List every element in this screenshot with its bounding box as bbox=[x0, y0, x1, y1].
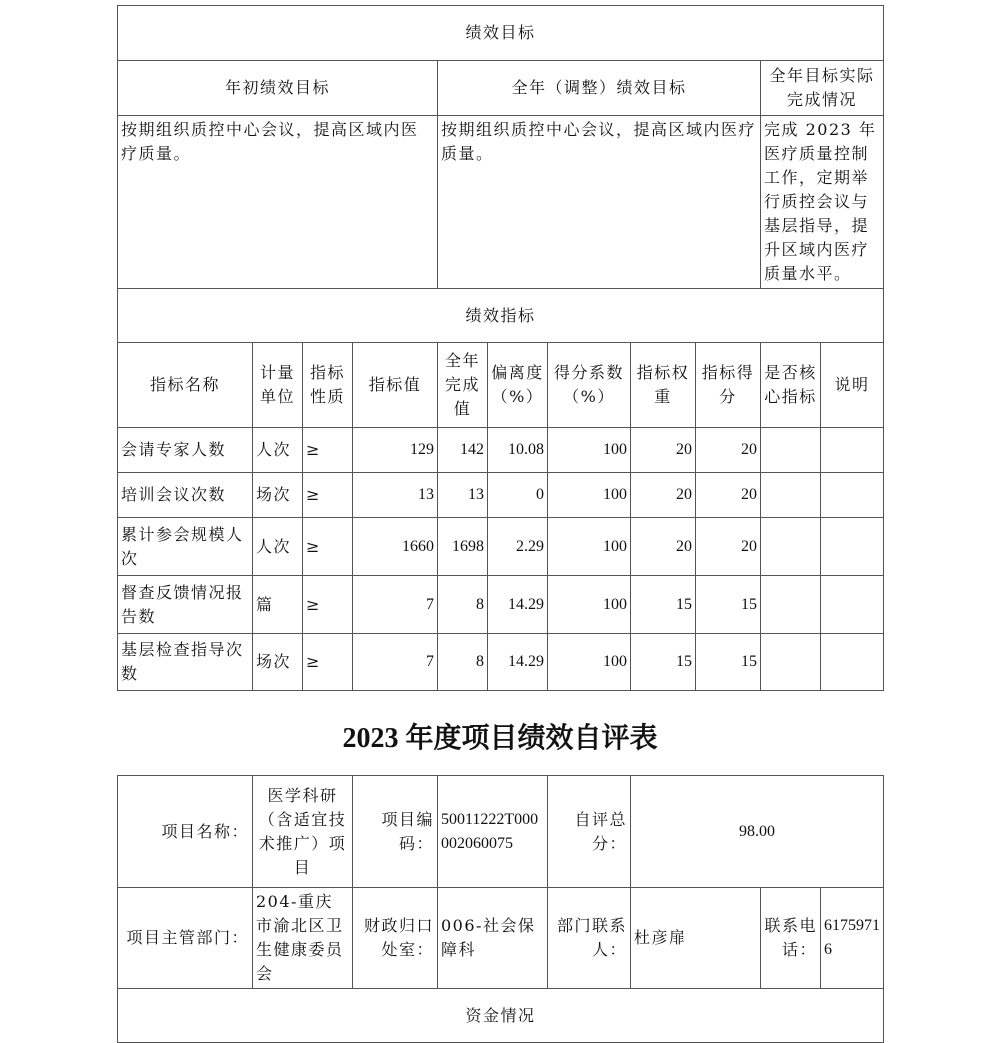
indicator-nature: ≥ bbox=[303, 473, 353, 518]
indicator-weight: 20 bbox=[631, 518, 696, 576]
indicator-unit: 场次 bbox=[253, 634, 303, 691]
indicator-score: 20 bbox=[696, 518, 761, 576]
performance-table bbox=[117, 5, 884, 691]
indicator-coef: 100 bbox=[548, 428, 631, 473]
indicator-name: 累计参会规模人次 bbox=[118, 518, 253, 576]
indicator-actual: 8 bbox=[438, 576, 488, 634]
contact-label: 部门联系人： bbox=[548, 888, 631, 989]
indicator-core bbox=[761, 428, 821, 473]
indicator-unit: 场次 bbox=[253, 473, 303, 518]
document-title: 2023 年度项目绩效自评表 bbox=[342, 723, 658, 754]
col-target: 指标值 bbox=[353, 343, 438, 428]
indicator-name: 培训会议次数 bbox=[118, 473, 253, 518]
indicator-unit: 篇 bbox=[253, 576, 303, 634]
indicator-target: 7 bbox=[353, 576, 438, 634]
phone-value: 61759716 bbox=[821, 888, 884, 989]
indicator-note bbox=[821, 518, 884, 576]
indicator-deviation: 2.29 bbox=[488, 518, 548, 576]
finance-value: 006-社会保障科 bbox=[438, 888, 548, 989]
finance-label: 财政归口处室： bbox=[353, 888, 438, 989]
col-adjusted-goal: 全年（调整）绩效目标 bbox=[438, 61, 761, 116]
table-row bbox=[118, 576, 884, 634]
project-name-label: 项目名称： bbox=[118, 776, 253, 888]
col-score: 指标得分 bbox=[696, 343, 761, 428]
indicator-core bbox=[761, 634, 821, 691]
table-row bbox=[118, 473, 884, 518]
self-score-value: 98.00 bbox=[631, 776, 884, 888]
indicator-weight: 20 bbox=[631, 428, 696, 473]
perf-goal-header: 绩效目标 bbox=[118, 6, 884, 61]
indicator-actual: 142 bbox=[438, 428, 488, 473]
funds-header: 资金情况 bbox=[118, 989, 884, 1043]
initial-goal-text: 按期组织质控中心会议，提高区域内医疗质量。 bbox=[118, 116, 438, 289]
dept-label: 项目主管部门： bbox=[118, 888, 253, 989]
contact-value: 杜彦扉 bbox=[631, 888, 761, 989]
actual-completion-text: 完成 2023 年医疗质量控制工作，定期举行质控会议与基层指导，提升区域内医疗质量水平。 bbox=[761, 116, 884, 289]
indicator-weight: 15 bbox=[631, 576, 696, 634]
phone-label: 联系电话： bbox=[761, 888, 821, 989]
project-code-value: 50011222T000002060075 bbox=[438, 776, 548, 888]
col-note: 说明 bbox=[821, 343, 884, 428]
indicator-unit: 人次 bbox=[253, 428, 303, 473]
indicator-nature: ≥ bbox=[303, 576, 353, 634]
table-row bbox=[118, 634, 884, 691]
indicator-note bbox=[821, 576, 884, 634]
adjusted-goal-text: 按期组织质控中心会议，提高区域内医疗质量。 bbox=[438, 116, 761, 289]
indicator-coef: 100 bbox=[548, 634, 631, 691]
indicator-deviation: 14.29 bbox=[488, 576, 548, 634]
table-row bbox=[118, 518, 884, 576]
indicator-coef: 100 bbox=[548, 576, 631, 634]
indicator-unit: 人次 bbox=[253, 518, 303, 576]
self-score-label: 自评总分： bbox=[548, 776, 631, 888]
indicator-core bbox=[761, 473, 821, 518]
indicator-score: 20 bbox=[696, 428, 761, 473]
indicator-deviation: 14.29 bbox=[488, 634, 548, 691]
indicator-target: 1660 bbox=[353, 518, 438, 576]
col-initial-goal: 年初绩效目标 bbox=[118, 61, 438, 116]
indicator-nature: ≥ bbox=[303, 428, 353, 473]
col-indicator-name: 指标名称 bbox=[118, 343, 253, 428]
col-actual-completion: 全年目标实际完成情况 bbox=[761, 61, 884, 116]
col-unit: 计量单位 bbox=[253, 343, 303, 428]
indicator-score: 15 bbox=[696, 576, 761, 634]
indicator-name: 会请专家人数 bbox=[118, 428, 253, 473]
indicator-nature: ≥ bbox=[303, 518, 353, 576]
indicator-deviation: 10.08 bbox=[488, 428, 548, 473]
indicator-note bbox=[821, 428, 884, 473]
indicators-header: 绩效指标 bbox=[118, 289, 884, 343]
indicator-name: 基层检查指导次数 bbox=[118, 634, 253, 691]
dept-value: 204-重庆市渝北区卫生健康委员会 bbox=[253, 888, 353, 989]
indicator-actual: 8 bbox=[438, 634, 488, 691]
indicator-weight: 15 bbox=[631, 634, 696, 691]
indicator-score: 20 bbox=[696, 473, 761, 518]
indicator-core bbox=[761, 518, 821, 576]
project-code-label: 项目编码： bbox=[353, 776, 438, 888]
indicator-actual: 1698 bbox=[438, 518, 488, 576]
col-core: 是否核心指标 bbox=[761, 343, 821, 428]
col-weight: 指标权重 bbox=[631, 343, 696, 428]
indicator-coef: 100 bbox=[548, 473, 631, 518]
col-actual-value: 全年完成值 bbox=[438, 343, 488, 428]
indicator-target: 129 bbox=[353, 428, 438, 473]
indicator-coef: 100 bbox=[548, 518, 631, 576]
indicator-target: 7 bbox=[353, 634, 438, 691]
indicator-target: 13 bbox=[353, 473, 438, 518]
indicator-core bbox=[761, 576, 821, 634]
indicator-note bbox=[821, 634, 884, 691]
indicator-deviation: 0 bbox=[488, 473, 548, 518]
indicator-weight: 20 bbox=[631, 473, 696, 518]
indicator-actual: 13 bbox=[438, 473, 488, 518]
project-name-value: 医学科研（含适宜技术推广）项目 bbox=[253, 776, 353, 888]
indicator-nature: ≥ bbox=[303, 634, 353, 691]
project-info-table bbox=[117, 775, 884, 1043]
table-row bbox=[118, 428, 884, 473]
col-deviation: 偏离度（%） bbox=[488, 343, 548, 428]
col-nature: 指标性质 bbox=[303, 343, 353, 428]
indicator-note bbox=[821, 473, 884, 518]
indicator-score: 15 bbox=[696, 634, 761, 691]
indicator-name: 督查反馈情况报告数 bbox=[118, 576, 253, 634]
col-score-coef: 得分系数（%） bbox=[548, 343, 631, 428]
